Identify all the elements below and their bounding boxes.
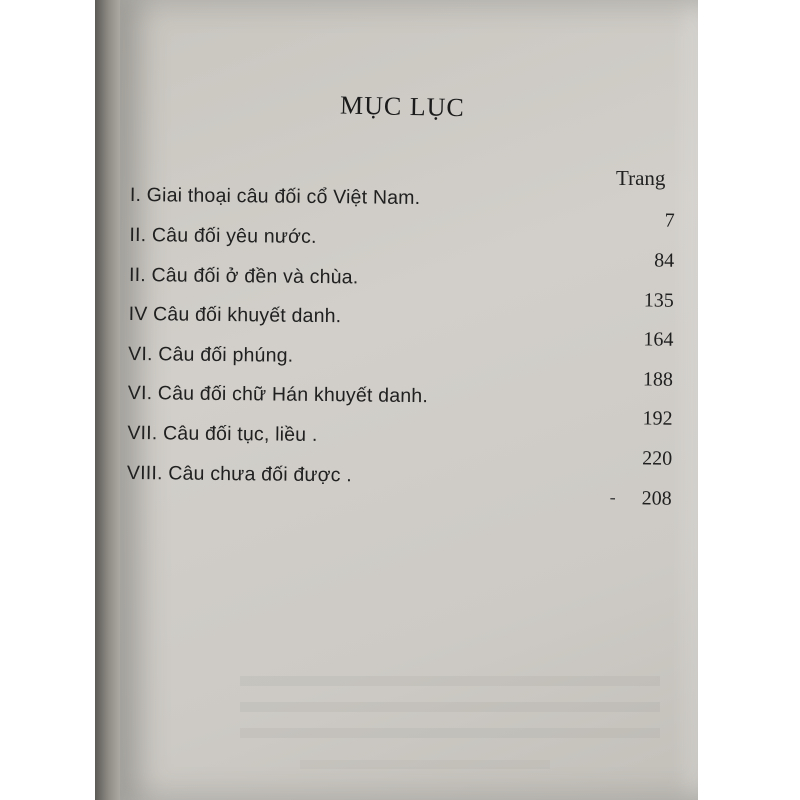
toc-entry-label: VII. Câu đối tục, liều . [127,421,318,446]
toc-entry [129,224,684,270]
toc-entry [128,303,683,349]
toc-title: MỤC LỤC [339,90,466,123]
toc-entry-page: 7 [664,209,675,232]
table-of-contents [126,184,685,530]
toc-entry-page: 84 [654,249,675,272]
bleed-through-line [240,676,660,686]
toc-entry-page: 164 [643,328,674,351]
toc-entry-label: VI. Câu đối chữ Hán khuyết danh. [127,381,429,408]
bleed-through-line [240,728,660,738]
toc-entry [128,382,683,428]
toc-entry-dash: - [609,487,616,508]
toc-entry [130,184,685,230]
page-column-header: Trang [616,166,666,190]
toc-entry-page: 192 [642,407,673,430]
toc-entry [127,422,682,468]
toc-entry-label: VI. Câu đối phúng. [128,342,294,367]
toc-entry-label: VIII. Câu chưa đối được . [126,461,352,487]
toc-entry-label: I. Giai thoại câu đối cổ Việt Nam. [129,184,421,210]
toc-entry-page: 188 [642,368,674,391]
bleed-through-line [300,760,550,769]
toc-entry-page: 208 [641,487,672,510]
toc-entry [127,462,682,508]
toc-entry-label: II. Câu đối yêu nước. [129,223,317,248]
toc-entry-label: IV Câu đối khuyết danh. [128,302,342,328]
background-strip [698,0,800,800]
toc-entry-label: II. Câu đối ở đền và chùa. [128,263,359,289]
bleed-through-line [240,702,660,712]
toc-entry-page: 220 [642,447,673,470]
toc-entry-page: 135 [643,289,674,312]
